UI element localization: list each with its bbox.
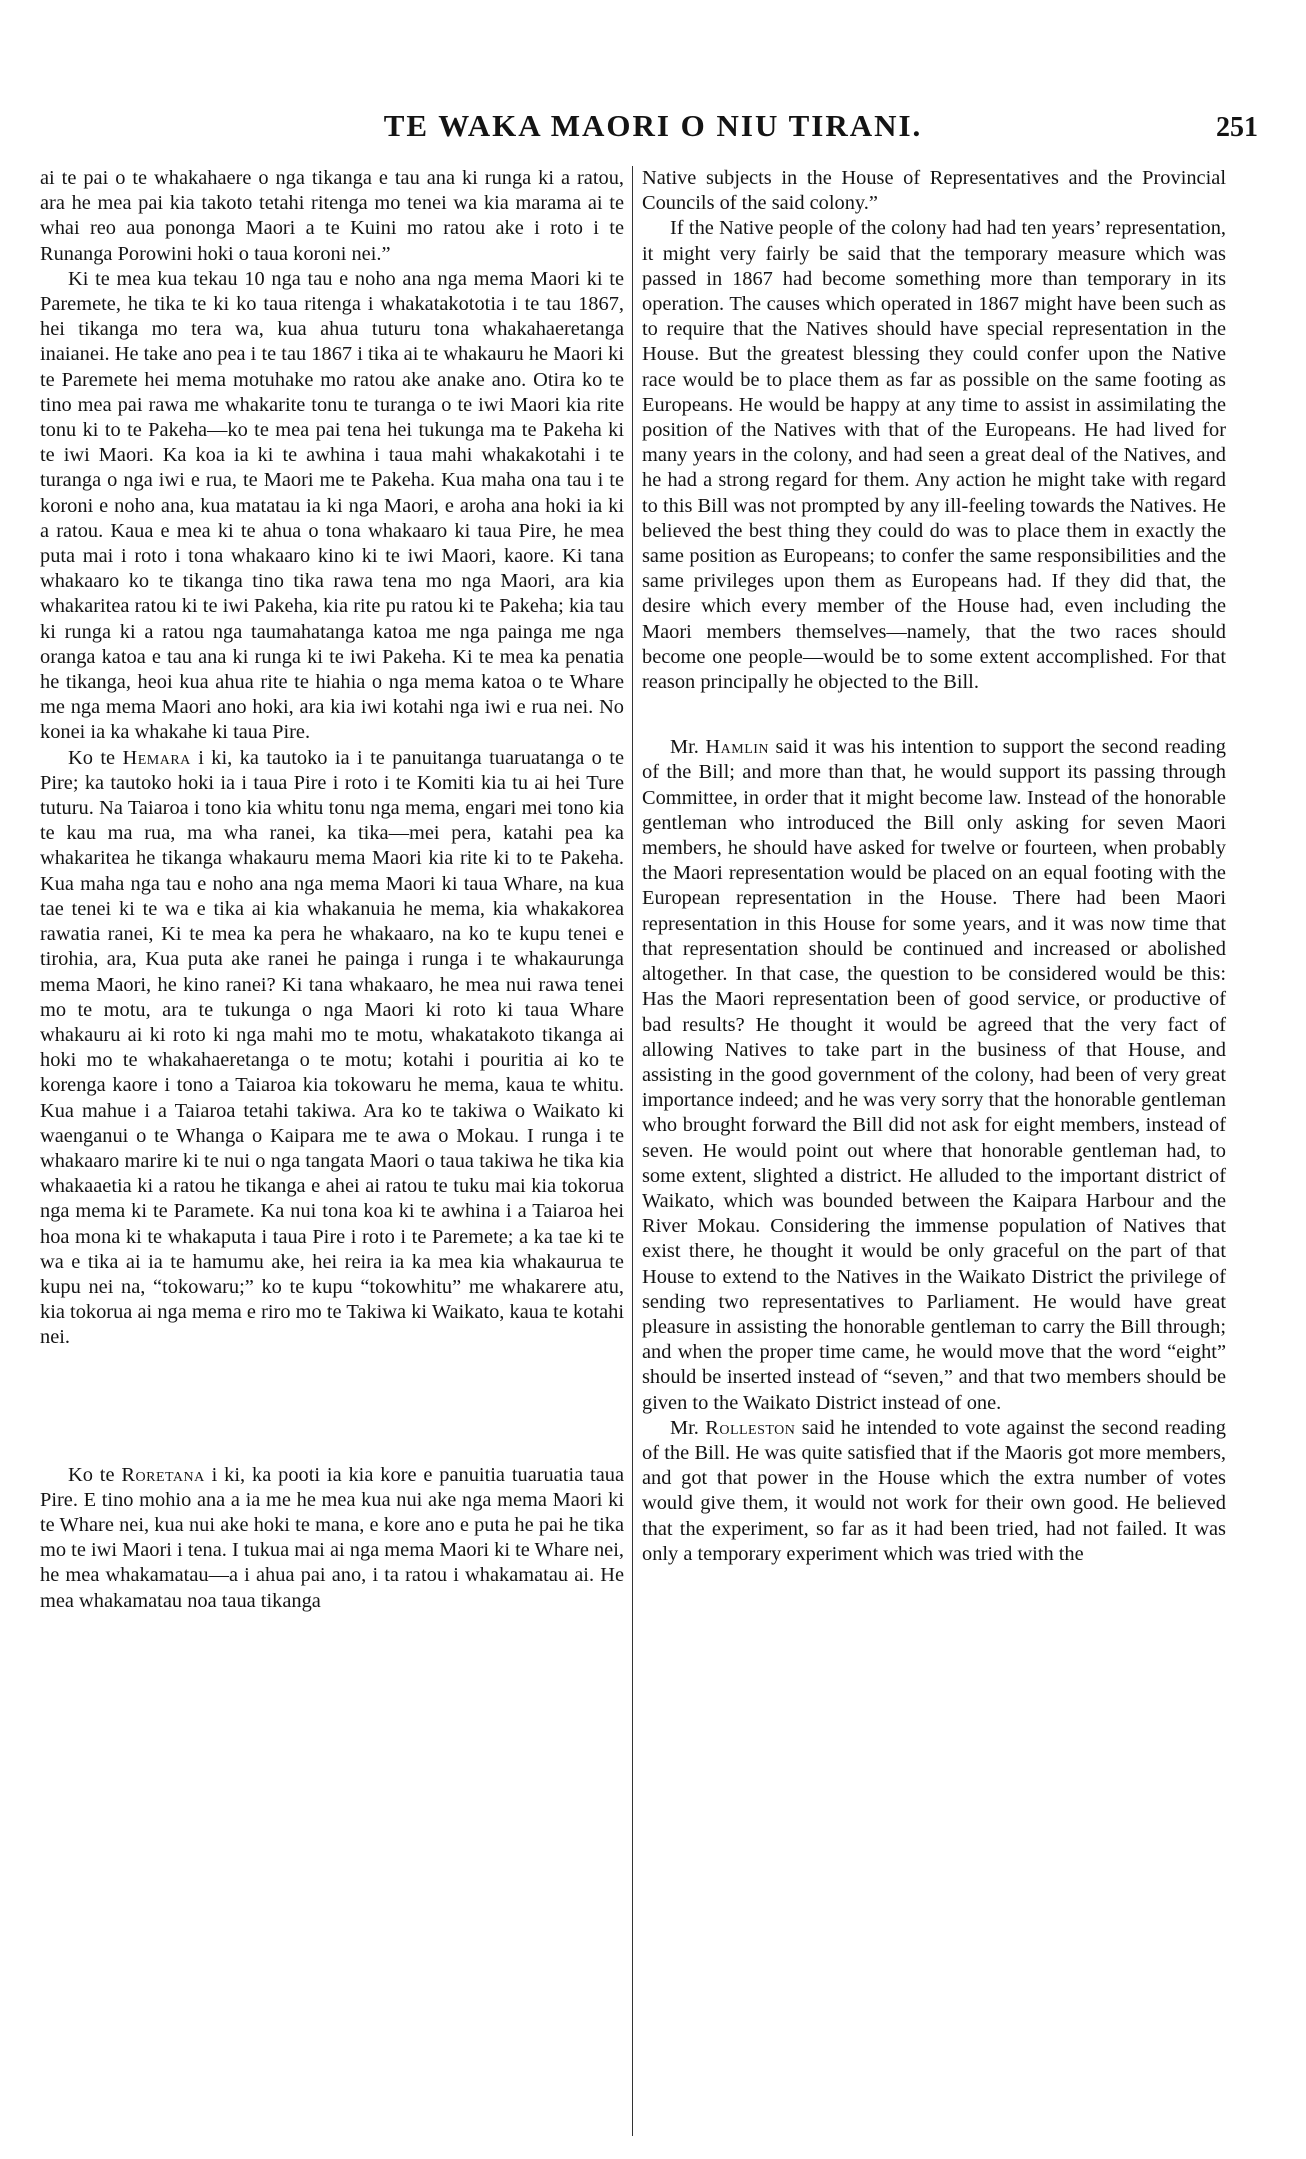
speaker-prefix: Ko te xyxy=(68,746,116,769)
paragraph: ai te pai o te whakahaere o nga tikanga e tau ana ki runga ki a ratou, ara he mea pai kia takoto tetahi ritenga mo tenei wa kia marama ai te whai reo aua pononga Maori a te Kuini mo ratou ake i roto i te Runanga Porowini hoki o taua koroni nei.” xyxy=(40,167,624,265)
column-divider xyxy=(632,166,633,2136)
speaker-name: Rolleston xyxy=(705,1416,796,1439)
speaker-prefix: Ko te xyxy=(68,1463,115,1486)
paragraph-text: i ki, ka pooti ia kia kore e panuitia tuaruatia taua Pire. E tino mohio ana a ia me he mea kua nui ake nga mema Maori ki te Whare nei, kua nui ake hoki te mana, e kore ano e puta he pai he tika mo te iwi Maori i tena. I tukua mai ai nga mema Maori ki te Whare nei, he mea whakamatau—a i ahua pai ano, i ta ratou i whakamatau ai. He mea whakamatau noa taua tikanga xyxy=(40,1463,624,1612)
paragraph-text: said he intended to vote against the second reading of the Bill. He was quite satisfied that if the Maoris got more members, and got that power in the House which the extra number of votes would give them, it would not work for their own good. He believed that the experiment, so far as it had been tried, had not failed. It was only a temporary experiment which was tried with the xyxy=(642,1416,1226,1565)
speaker-prefix: Mr. xyxy=(670,1416,699,1439)
paragraph: Native subjects in the House of Representatives and the Provincial Councils of the said colony.” xyxy=(642,167,1226,215)
paragraph xyxy=(642,735,1226,1415)
english-text-column xyxy=(642,166,1226,2136)
paragraph xyxy=(40,1463,624,1614)
page xyxy=(40,100,1266,2140)
paragraph-text: i ki, ka tautoko ia i te panuitanga tuaruatanga o te Pire; ka tautoko hoki ia i taua Pire i roto i te Komiti kia tu ai hei Ture tuturu. Na Taiaroa i tono kia whitu tonu nga mema, engari mei tono kia te kau ma rua, ma wha ranei, ka tika—mei pera, katahi pea ka whakaritea he tikanga whakauru mema Maori kia rite ki to te Pakeha. Kua maha nga tau e noho ana nga mema Maori ki taua Whare, na kua tae tenei ki te wa e tika ai kia whakanuia he mema, kia whakakorea rawatia ranei, Ki te mea ka pera he whakaaro, na ko te kupu tenei e tirohia, ara, Kua puta ake ranei he painga i runga i te whakaurunga mema Maori, he kino ranei? Ki tana whakaaro, he mea nui rawa tenei mo te motu, ara te tukunga o nga Maori ki roto ki taua Whare whakauru ai ki roto ki nga mahi mo te motu, whakatakoto tikanga ai hoki mo te whakahaeretanga o te motu; kotahi i pouritia ai ko te korenga kaore i tono a Taiaroa kia tokowaru he mema, kaua te whitu. Kua mahue i a Taiaroa tetahi takiwa. Ara ko te takiwa o Waikato ki waenganui o te Whanga o Kaipara me te awa o Mokau. I runga i te whakaaro marire ki te nui o nga tangata Maori o taua takiwa he tika kia whakaaetia ki a ratou he tikanga e ahei ai ratou te tuku mai kia tokorua nga mema ki te Paramete. Ka nui tona koa ki te awhina i a Taiaroa hei hoa mona ki te whakaputa i taua Pire i roto i te Paremete; a ka tae ki te wa e tika ai ia te hamumu ake, hei reira ia ka mea kia whakaurua te kupu nei na, “tokowaru;” ko te kupu “tokowhitu” me whakarere atu, kia tokorua ai nga mema e riro mo te Takiwa ki Waikato, kaua te kotahi nei. xyxy=(40,746,624,1349)
paragraph: If the Native people of the colony had had ten years’ representation, it might very fairly be said that the temporary measure which was passed in 1867 had become something more than temporary in its operation. The causes which operated in 1867 might have been such as to require that the Natives should have special representation in the House. But the greatest blessing they could confer upon the Native race would be to place them as far as possible on the same footing as Europeans. He would be happy at any time to assist in assimilating the position of the Natives with that of the Europeans. He had lived for many years in the colony, and had seen a great deal of the Natives, and he had a strong regard for them. Any action he might take with regard to this Bill was not prompted by any ill-feeling towards the Natives. He believed the best thing they could do was to place them in exactly the same position as Europeans; to confer the same responsibilities and the same privileges upon them as Europeans had. If they did that, the desire which every member of the House had, even including the Maori members themselves—namely, that the two races should become one people—would be to some extent accomplished. For that reason principally he objected to the Bill. xyxy=(642,217,1226,694)
paragraph xyxy=(642,1416,1226,1567)
page-number: 251 xyxy=(1216,112,1258,143)
speaker-prefix: Mr. xyxy=(670,736,699,759)
spacer xyxy=(642,695,1226,735)
speaker-name: Hemara xyxy=(122,746,191,769)
paragraph: Ki te mea kua tekau 10 nga tau e noho ana nga mema Maori ki te Paremete, he tika te ki ko taua ritenga i whakatakototia i te tau 1867, hei tikanga mo tera wa, kua ahua tuturu tona whakahaeretanga inaianei. He take ano pea i te tau 1867 i tika ai te whakauru he Maori ki te Paremete hei mema motuhake mo ratou ake anake ano. Otira ko te tino mea pai rawa me whakarite tonu te turanga o te iwi Maori kia rite tonu ki to te Pakeha—ko te mea pai tena hei tukunga ma te Pakeha ki te iwi Maori. Ka koa ia ki te awhina i taua mahi whakakotahi i te turanga o nga iwi e rua, te Maori me te Pakeha. Kua maha ona tau i te koroni e noho ana, kua matatau ia ki nga Maori, e aroha ana hoki ia ki a ratou. Kaua e mea ki te ahua o tona whakaaro ki taua Pire, he mea puta mai i roto i tona whakaaro kino ki te iwi Maori, kaore. Ki tana whakaaro ko te tikanga tino tika rawa tena mo nga Maori, ara kia whakaritea ratou ki te iwi Pakeha, kia rite pu ratou ki te Pakeha; kia tau ki runga ki a ratou nga taumahatanga katoa me nga painga me nga oranga katoa e tau ana ki runga ki te iwi Pakeha. Ki te mea ka penatia he tikanga, heoi kua ahua rite te hiahia o nga mema katoa o te Whare me nga mema Maori ano hoki, ara kia iwi kotahi nga iwi e rua nei. No konei ia ka whakahe ki taua Pire. xyxy=(40,267,624,744)
paragraph xyxy=(40,746,624,1351)
spacer xyxy=(40,1351,624,1463)
page-header xyxy=(40,100,1266,152)
two-column-body xyxy=(40,166,1266,2136)
maori-text-column xyxy=(40,166,624,2136)
paragraph-text: said it was his intention to support the second reading of the Bill; and more than that, he would support its passing through Committee, in order that it might become law. Instead of the honorable gentleman who introduced the Bill only asking for seven Maori members, he should have asked for twelve or fourteen, when probably the Maori representation would be placed on an equal footing with the European representation in the House. There had been Maori representation in this House for some years, and it was now time that that representation should be continued and increased or abolished altogether. In that case, the question to be considered would be this: Has the Maori representation been of good service, or productive of bad results? He thought it would be agreed that the very fact of allowing Natives to take part in the business of that House, and assisting in the good government of the colony, had been of very great importance indeed; and he was very sorry that the honorable gentleman who brought forward the Bill did not ask for eight members, instead of seven. He would point out where that honorable gentleman had, to some extent, slighted a district. He alluded to the important district of Waikato, which was bounded between the Kaipara Harbour and the River Mokau. Considering the immense population of Natives that exist there, he thought it would be only graceful on the part of that House to extend to the Natives in the Waikato District the privilege of sending two representatives to Parliament. He would have great pleasure in assisting the honorable gentleman to carry the Bill through; and when the proper time came, he would move that the word “eight” should be inserted instead of “seven,” and that two members should be given to the Waikato District instead of one. xyxy=(642,736,1226,1414)
speaker-name: Hamlin xyxy=(705,736,770,759)
speaker-name: Roretana xyxy=(121,1463,205,1486)
running-title: TE WAKA MAORI O NIU TIRANI. xyxy=(383,108,923,143)
